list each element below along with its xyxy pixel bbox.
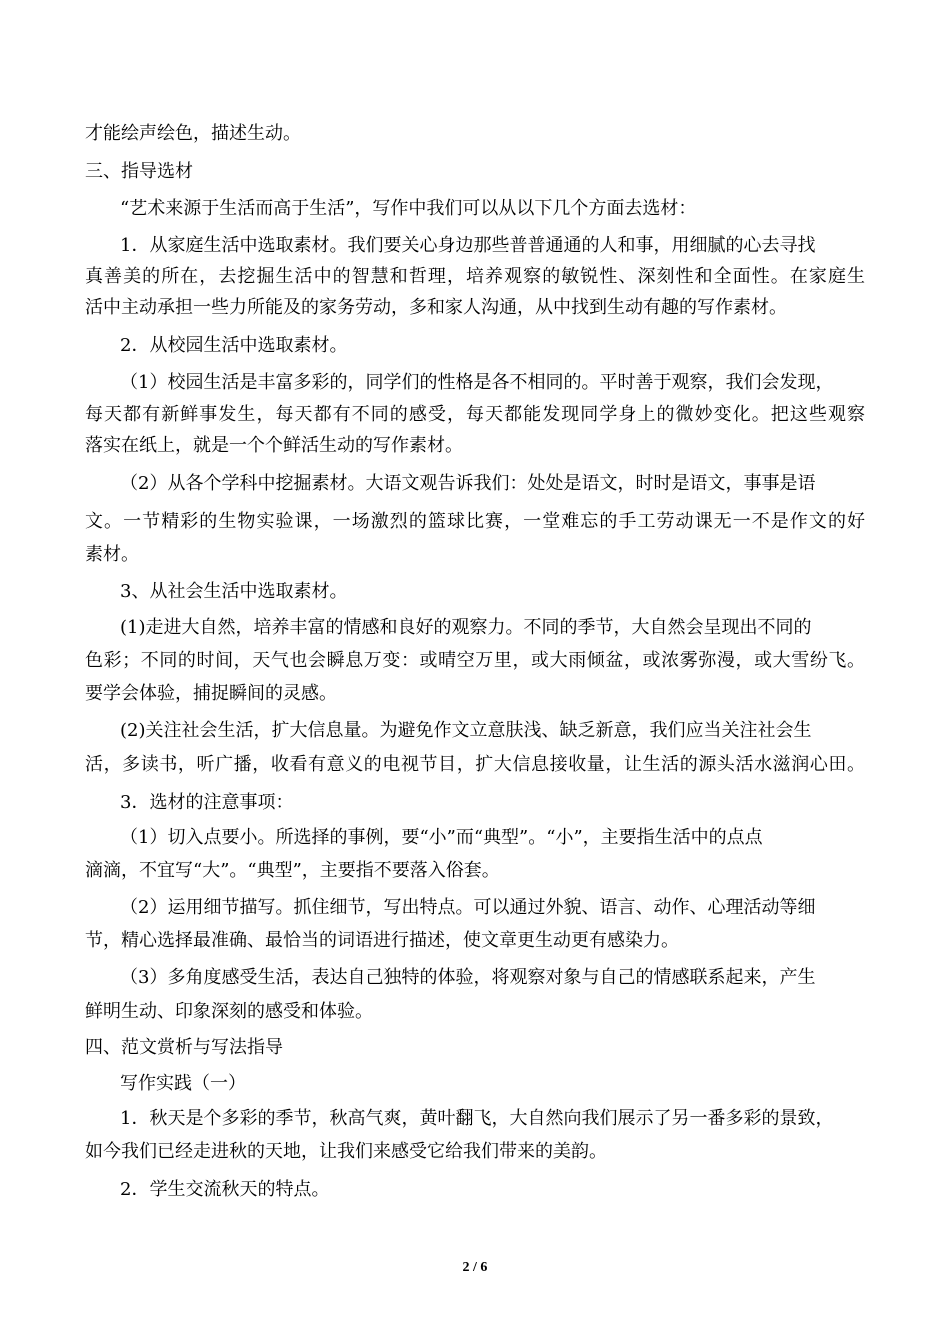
text-line: 写作实践（一） [120, 1073, 246, 1094]
section-heading: 三、指导选材 [85, 161, 193, 182]
text-line: （1）切入点要小。所选择的事例，要“小”而“典型”。“小”，主要指生活中的点点 [120, 827, 763, 848]
text-line: (1)走进大自然，培养丰富的情感和良好的观察力。不同的季节，大自然会呈现出不同的 [120, 617, 812, 638]
text-line: 鲜明生动、印象深刻的感受和体验。 [85, 1001, 373, 1022]
text-line: （1）校园生活是丰富多彩的，同学们的性格是各不相同的。平时善于观察，我们会发现， [120, 372, 834, 393]
text-line: 真善美的所在，去挖掘生活中的智慧和哲理，培养观察的敏锐性、深刻性和全面性。在家庭生 [85, 266, 865, 287]
text-line: 色彩；不同的时间，天气也会瞬息万变：或晴空万里，或大雨倾盆，或浓雾弥漫，或大雪纷飞。 [85, 650, 865, 671]
text-line: 滴滴，不宜写“大”。“典型”，主要指不要落入俗套。 [85, 860, 500, 881]
text-line: 每天都有新鲜事发生，每天都有不同的感受，每天都能发现同学身上的微妙变化。把这些观察 [85, 404, 865, 425]
text-line: 3．选材的注意事项： [120, 792, 294, 813]
text-line: 1．从家庭生活中选取素材。我们要关心身边那些普普通通的人和事，用细腻的心去寻找 [120, 235, 816, 256]
section-heading: 四、范文赏析与写法指导 [85, 1037, 283, 1058]
page-number: 2 / 6 [462, 1260, 488, 1275]
text-line: 素材。 [85, 544, 139, 565]
text-line: 3、从社会生活中选取素材。 [120, 581, 348, 602]
text-line: 活，多读书，听广播，收看有意义的电视节目，扩大信息接收量，让生活的源头活水滋润心田。 [85, 754, 865, 775]
text-line: 活中主动承担一些力所能及的家务劳动，多和家人沟通，从中找到生动有趣的写作素材。 [85, 297, 787, 318]
text-line: 文。一节精彩的生物实验课，一场激烈的篮球比赛，一堂难忘的手工劳动课无一不是作文的好 [85, 511, 865, 532]
text-line: （2）运用细节描写。抓住细节，写出特点。可以通过外貌、语言、动作、心理活动等细 [120, 897, 816, 918]
text-line: 2．学生交流秋天的特点。 [120, 1179, 330, 1200]
text-line: (2)关注社会生活，扩大信息量。为避免作文立意肤浅、缺乏新意，我们应当关注社会生 [120, 720, 812, 741]
text-line: 1．秋天是个多彩的季节，秋高气爽，黄叶翻飞，大自然向我们展示了另一番多彩的景致， [120, 1108, 834, 1129]
text-line: 2．从校园生活中选取素材。 [120, 335, 348, 356]
text-line: 要学会体验，捕捉瞬间的灵感。 [85, 683, 337, 704]
text-line: 落实在纸上，就是一个个鲜活生动的写作素材。 [85, 435, 463, 456]
text-line: 节，精心选择最准确、最恰当的词语进行描述，使文章更生动更有感染力。 [85, 930, 679, 951]
text-line: 才能绘声绘色，描述生动。 [85, 123, 301, 144]
text-line: 如今我们已经走进秋的天地，让我们来感受它给我们带来的美韵。 [85, 1141, 607, 1162]
text-line: （3）多角度感受生活，表达自己独特的体验，将观察对象与自己的情感联系起来，产生 [120, 967, 816, 988]
text-line: （2）从各个学科中挖掘素材。大语文观告诉我们：处处是语文，时时是语文，事事是语 [120, 473, 816, 494]
text-line: “艺术来源于生活而高于生活”，写作中我们可以从以下几个方面去选材： [120, 198, 697, 219]
